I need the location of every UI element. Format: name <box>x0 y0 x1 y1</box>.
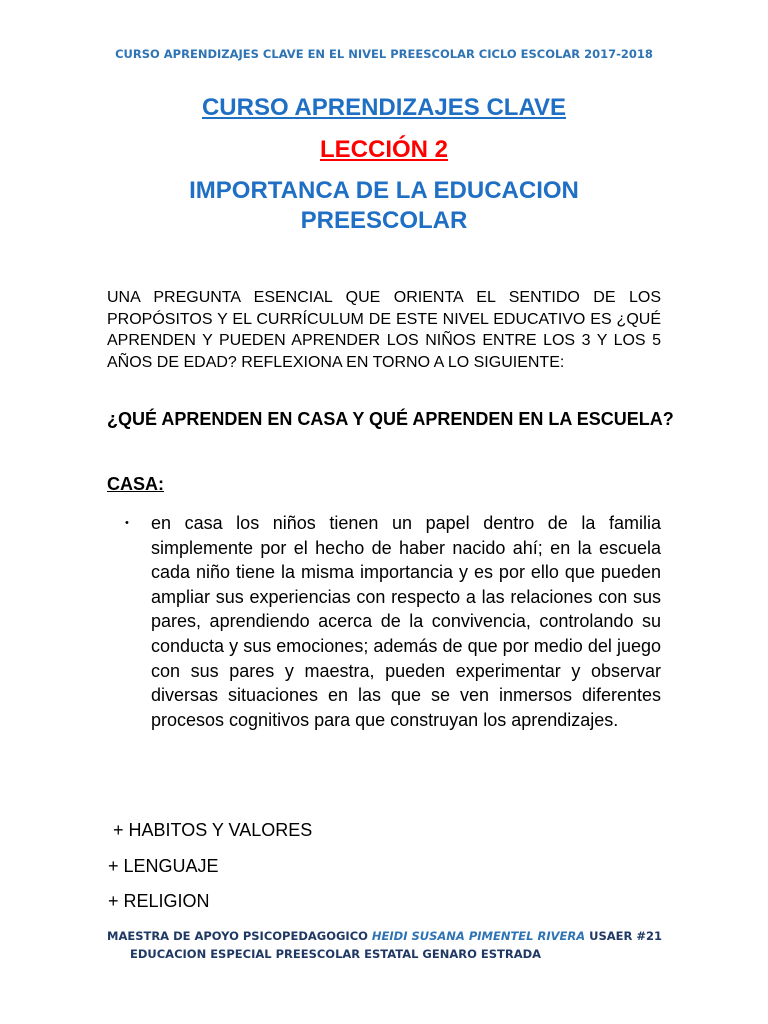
footer <box>107 927 662 963</box>
running-header: CURSO APRENDIZAJES CLAVE EN EL NIVEL PREESCOLAR CICLO ESCOLAR 2017-2018 <box>115 47 653 61</box>
bullet-text: en casa los niños tienen un papel dentro de la familia simplemente por el hecho de haber nacido ahí; en la escuela cada niño tiene la misma importancia y es por ello que pueden ampliar sus experiencias con respecto a las relaciones con sus pares, aprendiendo acerca de la convivencia, controlando su conducta y sus emociones; además de que por medio del juego con sus pares y maestra, pueden experimentar y observar diversas situaciones en las que se ven inmersos diferentes procesos cognitivos para que construyan los aprendizajes. <box>151 513 661 730</box>
list-item <box>125 511 661 732</box>
plus-item-lenguaje: + LENGUAJE <box>108 855 219 876</box>
topic-title <box>0 176 768 236</box>
lesson-title: LECCIÓN 2 <box>319 136 448 163</box>
bullet-icon: • <box>125 517 129 529</box>
footer-word: DE <box>173 929 191 943</box>
footer-teacher-name-word: HEIDI <box>371 929 408 943</box>
footer-teacher-name-word: SUSANA <box>411 929 465 943</box>
bullet-list <box>125 511 661 732</box>
footer-word: PSICOPEDAGOGICO <box>242 929 368 943</box>
footer-word: APOYO <box>194 929 239 943</box>
footer-line-2: EDUCACION ESPECIAL PREESCOLAR ESTATAL GENARO ESTRADA <box>130 947 542 961</box>
footer-word: USAER <box>589 929 633 943</box>
plus-item-habitos: + HABITOS Y VALORES <box>113 820 313 840</box>
footer-word: #21 <box>636 929 662 943</box>
course-title: CURSO APRENDIZAJES CLAVE <box>201 94 567 121</box>
footer-teacher-name-word: RIVERA <box>537 929 586 943</box>
section-label-casa: CASA: <box>107 474 164 494</box>
footer-line-1 <box>107 927 662 945</box>
intro-paragraph: UNA PREGUNTA ESENCIAL QUE ORIENTA EL SENTIDO DE LOS PROPÓSITOS Y EL CURRÍCULUM DE ESTE NIVEL EDUCATIVO ES ¿QUÉ APRENDEN Y PUEDEN APRENDER LOS NIÑOS ENTRE LOS 3 Y LOS 5 AÑOS DE EDAD? REFLEXIONA EN TORNO A LO SIGUIENTE: <box>107 289 661 371</box>
guiding-question: ¿QUÉ APRENDEN EN CASA Y QUÉ APRENDEN EN LA ESCUELA? <box>107 409 674 429</box>
plus-item-religion: + RELIGION <box>108 891 210 911</box>
footer-word: MAESTRA <box>107 929 170 943</box>
topic-title-text: IMPORTANCA DE LA EDUCACION PREESCOLAR <box>189 177 579 234</box>
plus-list <box>108 818 312 925</box>
footer-teacher-name-word: PIMENTEL <box>468 929 534 943</box>
